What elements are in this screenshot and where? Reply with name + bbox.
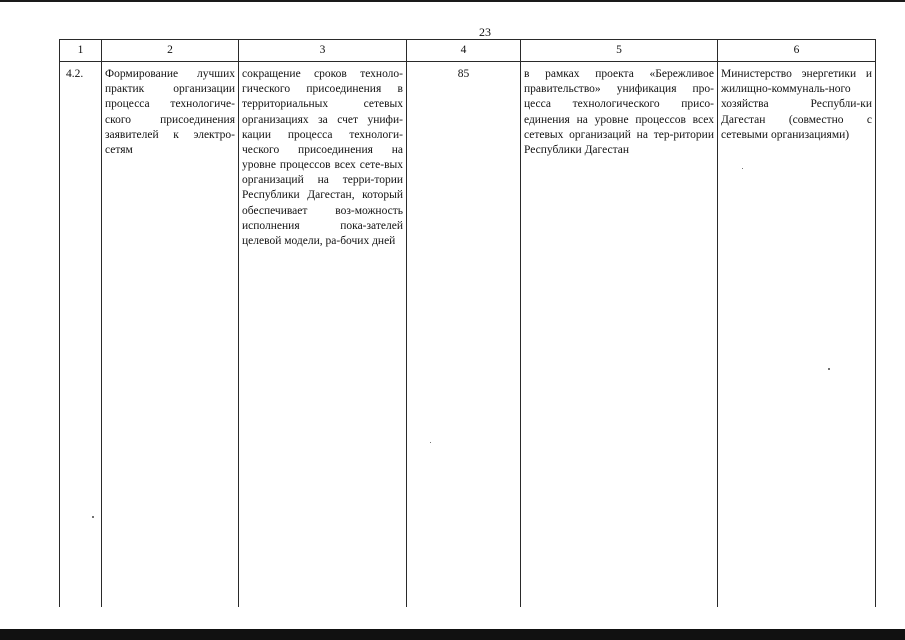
measure-name-cell: Формирование лучших практик организации процесса технологиче-ского присоединения заявителей к электро-сетям [102, 62, 239, 608]
responsible-cell: Министерство энергетики и жилищно-коммуналь-ного хозяйства Республи-ки Дагестан (совместно с сетевыми организациями) [718, 62, 876, 608]
scan-speck [828, 368, 830, 370]
column-header-1: 1 [60, 40, 102, 62]
item-number-cell: 4.2. [60, 62, 102, 608]
scan-speck [742, 168, 743, 169]
column-header-5: 5 [521, 40, 718, 62]
column-header-4: 4 [407, 40, 521, 62]
scan-speck [92, 516, 94, 518]
measures-table [59, 39, 876, 607]
scan-bottom-edge [0, 629, 905, 640]
value-cell: 85 [407, 62, 521, 608]
column-header-6: 6 [718, 40, 876, 62]
scan-top-edge [0, 0, 905, 2]
table-row [60, 62, 876, 608]
page-number: 23 [479, 25, 491, 39]
table-header-row [60, 40, 876, 62]
indicator-cell: сокращение сроков техноло-гического присоединения в территориальных сетевых организациях за счет унифи-кации процесса технологи-ческого присоединения на уровне процессов всех сете-вых организаций на терри-тории Республики Дагестан, который обеспечивает воз-можность исполнения пока-зателей целевой модели, ра-бочих дней [239, 62, 407, 608]
mechanism-cell: в рамках проекта «Бережливое правительство» унификация про-цесса технологического присо-единения на уровне процессов всех сетевых организаций на тер-ритории Республики Дагестан [521, 62, 718, 608]
scan-speck [430, 442, 431, 443]
column-header-2: 2 [102, 40, 239, 62]
column-header-3: 3 [239, 40, 407, 62]
